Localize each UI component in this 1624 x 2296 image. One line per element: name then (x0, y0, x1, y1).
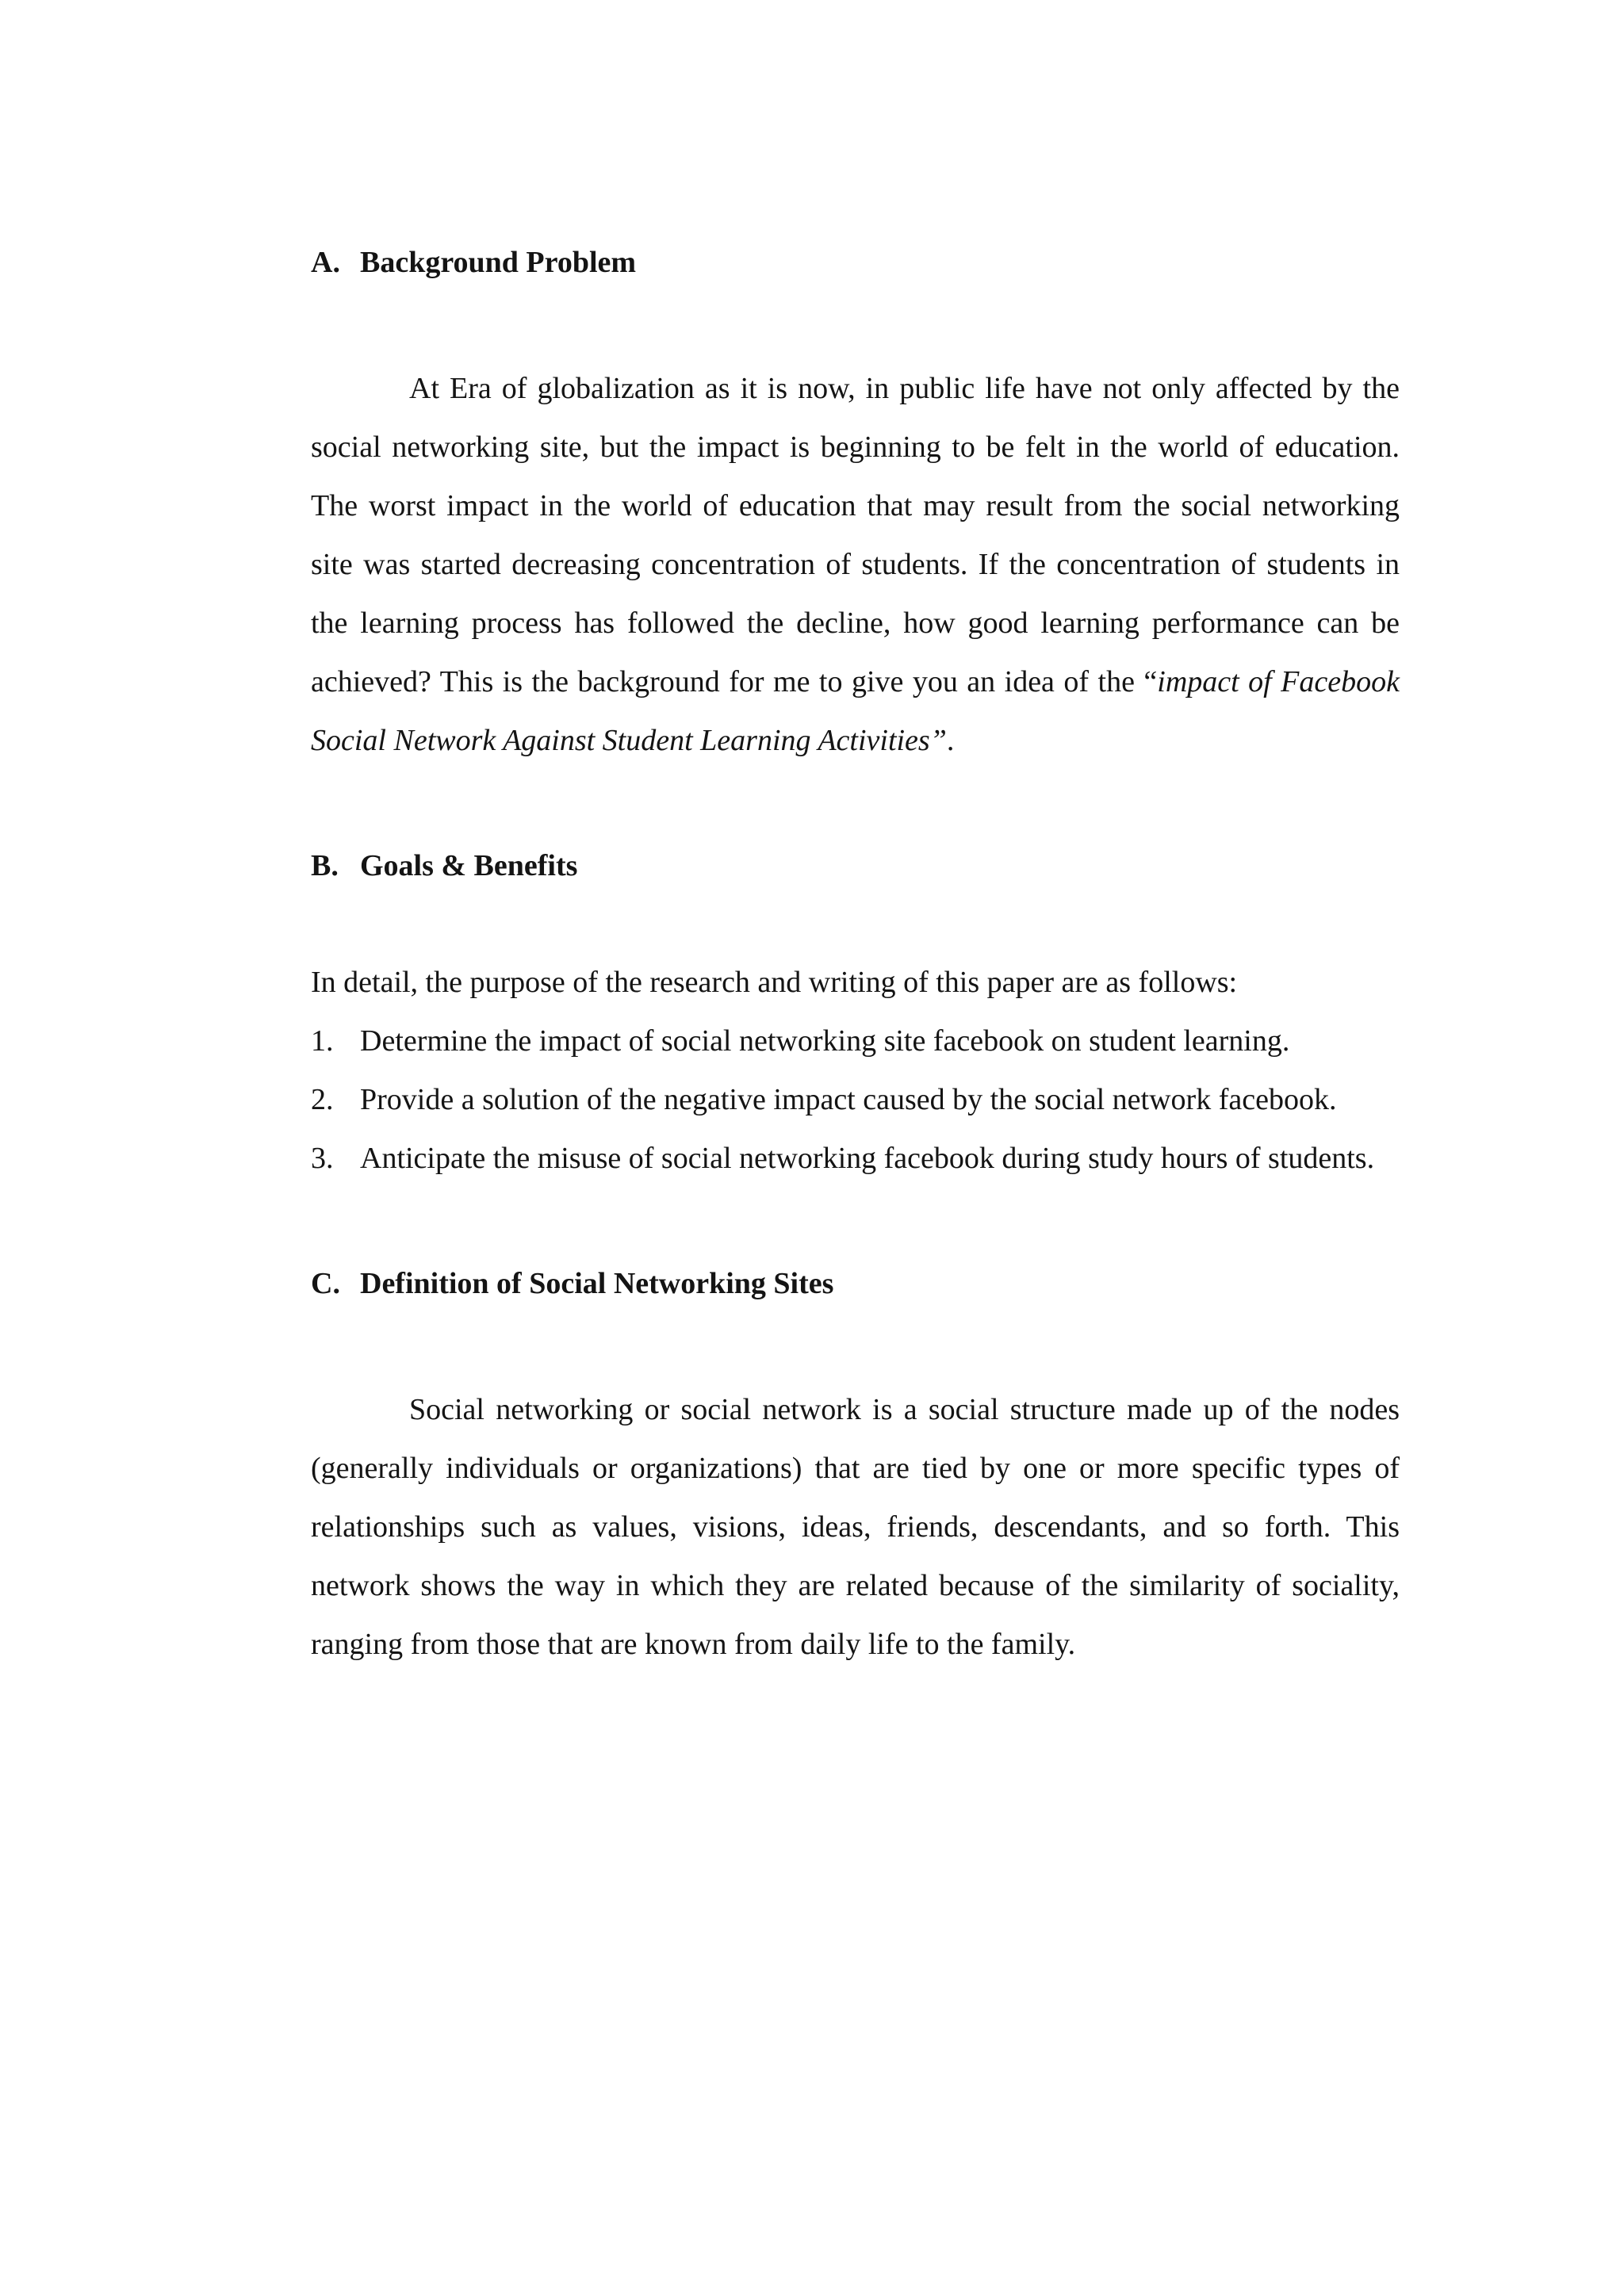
list-item-number: 3. (311, 1142, 334, 1175)
list-item-number: 2. (311, 1083, 334, 1116)
section-a-heading (311, 242, 1400, 283)
section-a-paragraph (311, 359, 1400, 770)
section-b-intro: In detail, the purpose of the research and writing of this paper are as follows: (311, 966, 1238, 999)
section-a-title: Background Problem (360, 246, 637, 279)
section-b-letter: B. (311, 849, 339, 882)
page-content (311, 242, 1400, 1674)
list-item (311, 1070, 1400, 1129)
list-item-text: Determine the impact of social networking site facebook on student learning. (360, 1024, 1290, 1058)
section-b-title: Goals & Benefits (360, 849, 578, 882)
section-a-paragraph-end: . (946, 724, 955, 757)
section-b-heading (311, 845, 1400, 886)
list-item-text: Provide a solution of the negative impact caused by the social network facebook. (360, 1083, 1337, 1116)
section-a-paragraph-main: At Era of globalization as it is now, in public life have not only affected by the social networking site, but the impact is beginning to be felt in the world of education. The worst impact in the world of education that may result from the social networking site was started decreasing concentration of students. If the concentration of students in the learning process has followed the decline, how good learning performance can be achieved? This is the background for me to give you an idea of the “ (311, 372, 1400, 698)
list-item (311, 1129, 1400, 1188)
list-item (311, 1012, 1400, 1070)
section-c-paragraph: Social networking or social network is a social structure made up of the nodes (generally individuals or organizations) that are tied by one or more specific types of relationships such as values, visions, ideas, friends, descendants, and so forth. This network shows the way in which they are related because of the similarity of sociality, ranging from those that are known from daily life to the family. (311, 1393, 1400, 1661)
section-a-paragraph-italic: impact of Facebook Social Network Against Student Learning Activities” (311, 665, 1400, 757)
goals-list (311, 1012, 1400, 1188)
list-item-text: Anticipate the misuse of social networking facebook during study hours of students. (360, 1142, 1375, 1175)
section-c-title: Definition of Social Networking Sites (360, 1267, 834, 1300)
section-a-letter: A. (311, 246, 340, 279)
section-c-heading (311, 1263, 1400, 1304)
section-c-letter: C. (311, 1267, 340, 1300)
list-item-number: 1. (311, 1024, 334, 1058)
